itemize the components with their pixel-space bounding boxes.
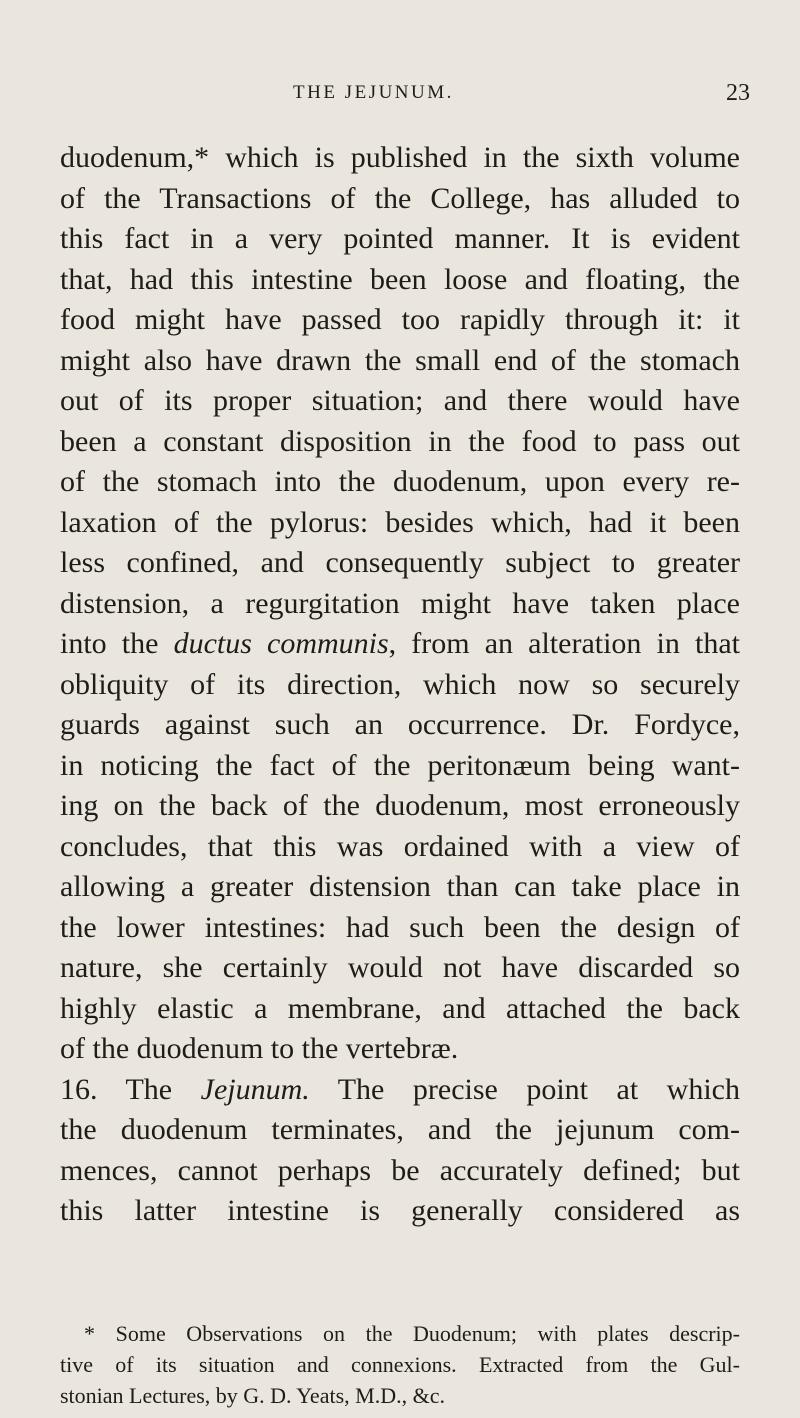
text-line: of the stomach into the duodenum, upon every re- — [60, 465, 740, 498]
text-line: duodenum,* which is published in the sixth volume — [60, 141, 740, 174]
text-line: in noticing the fact of the peritonæum being want- — [60, 748, 740, 782]
section-heading-line: 16. The Jejunum. The precise point at which — [60, 1072, 740, 1106]
text-line: this fact in a very pointed manner. It is evident — [60, 222, 740, 255]
body-text — [60, 138, 740, 1232]
italic-term: ductus communis — [173, 627, 389, 660]
text-line: out of its proper situation; and there would have — [60, 384, 740, 417]
text-line: the duodenum terminates, and the jejunum com- — [60, 1113, 740, 1146]
text-line: been a constant disposition in the food to pass out — [60, 424, 740, 458]
text-line: might also have drawn the small end of the stomach — [60, 343, 740, 377]
text-line: food might have passed too rapidly through it: it — [60, 303, 740, 336]
text-line: the lower intestines: had such been the design of — [60, 910, 740, 944]
text-line: obliquity of its direction, which now so securely — [60, 667, 740, 701]
text-line: of the duodenum to the vertebræ. — [60, 1032, 459, 1065]
text-line: allowing a greater distension than can take place in — [60, 870, 740, 903]
footnote — [60, 1318, 740, 1411]
running-title: THE JEJUNUM. — [293, 82, 454, 103]
section-title: Jejunum. — [200, 1072, 310, 1106]
footnote-line: * Some Observations on the Duodenum; with plates descrip- — [84, 1321, 740, 1346]
text-line: concludes, that this was ordained with a view of — [60, 829, 740, 863]
text-line: this latter intestine is generally considered as — [60, 1194, 740, 1227]
text-line: laxation of the pylorus: besides which, had it been — [60, 505, 740, 539]
text-line: distension, a regurgitation might have taken place — [60, 586, 740, 620]
footnote-line: stonian Lectures, by G. D. Yeats, M.D., &c. — [60, 1383, 445, 1408]
text-line: ing on the back of the duodenum, most erroneously — [60, 789, 740, 822]
text-line: into the ductus communis, from an alteration in that — [60, 627, 740, 660]
text-line: highly elastic a membrane, and attached the back — [60, 991, 740, 1025]
text-line: of the Transactions of the College, has alluded to — [60, 181, 740, 215]
text-line: that, had this intestine been loose and floating, the — [60, 262, 740, 296]
text-line: mences, cannot perhaps be accurately defined; but — [60, 1153, 740, 1187]
footnote-line: tive of its situation and connexions. Extracted from the Gul- — [60, 1352, 740, 1377]
text-line: less confined, and consequently subject to greater — [60, 546, 740, 579]
running-head — [0, 82, 800, 112]
text-line: nature, she certainly would not have discarded so — [60, 951, 740, 984]
text-line: guards against such an occurrence. Dr. Fordyce, — [60, 708, 740, 741]
page-number: 23 — [726, 80, 750, 106]
